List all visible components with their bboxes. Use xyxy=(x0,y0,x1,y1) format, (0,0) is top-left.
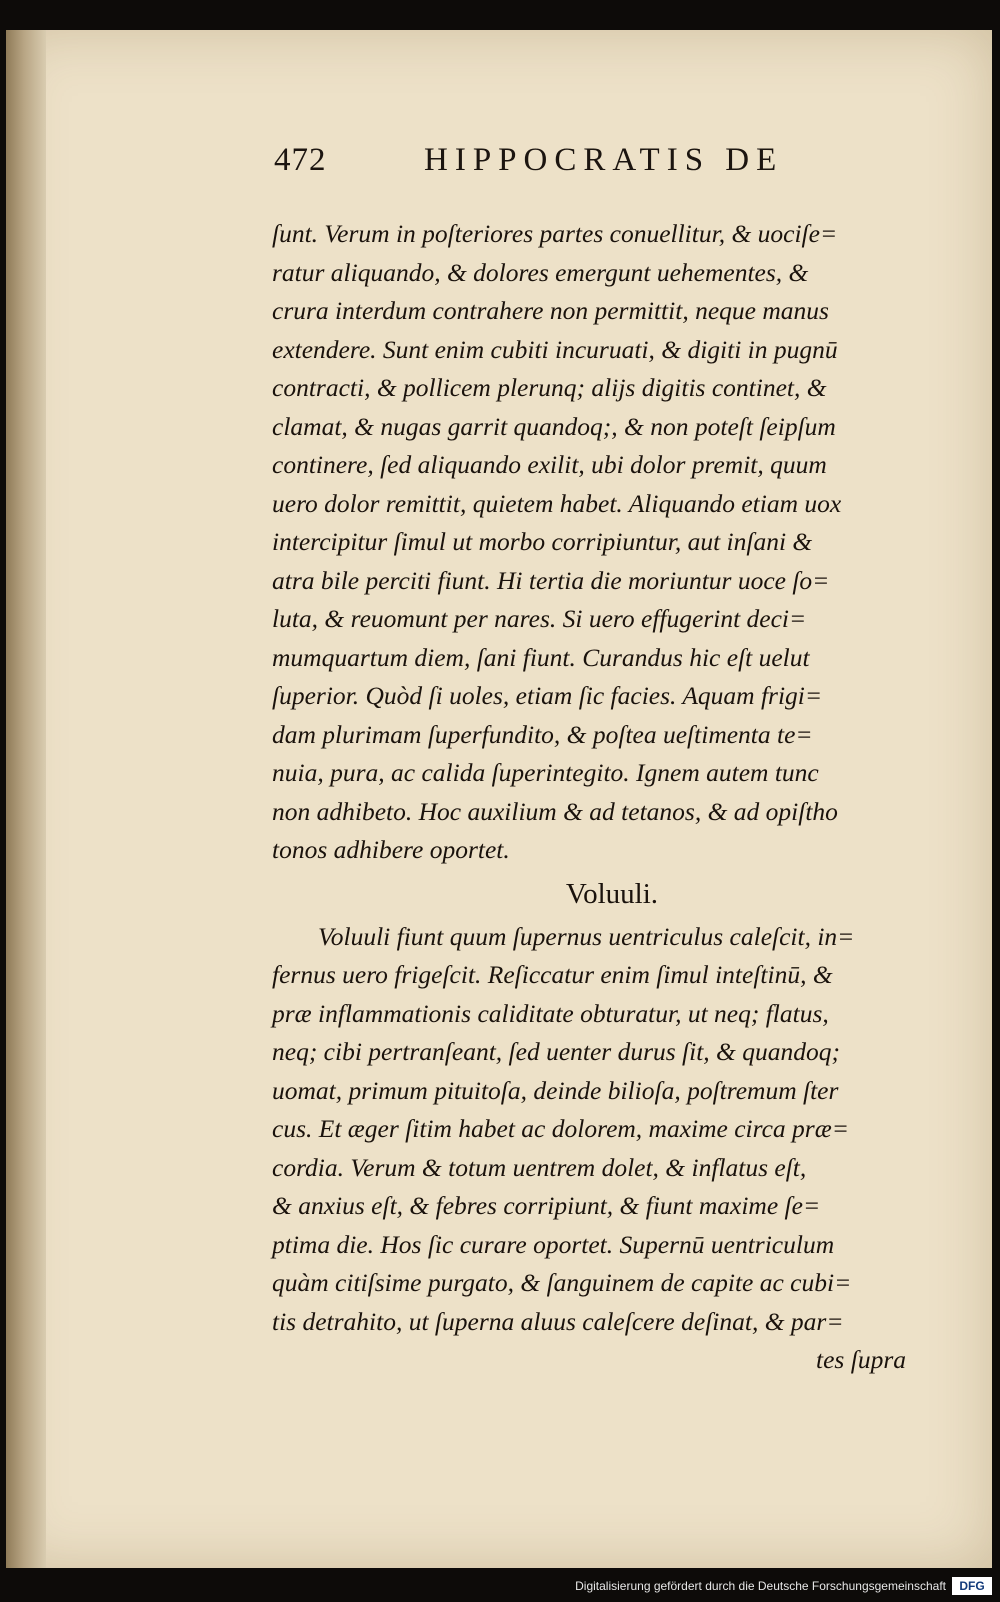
section-heading: Voluuli. xyxy=(565,877,659,910)
running-head-title: HIPPOCRATIS DE xyxy=(424,142,784,178)
text-line: crura interdum contrahere non permittit, neque manus xyxy=(272,296,829,325)
text-block xyxy=(272,215,922,1380)
text-line: Voluuli fiunt quum ſupernus uentriculus caleſcit, in= xyxy=(318,921,855,951)
text-line: luta, & reuomunt per nares. Si uero effugerint deci= xyxy=(272,604,807,633)
text-line: mumquartum diem, ſani fiunt. Curandus hic eſt uelut xyxy=(272,642,810,672)
text-line: contracti, & pollicem plerunq; alijs digitis continet, & xyxy=(272,373,827,402)
text-line: ptima die. Hos ſic curare oportet. Supernū uentriculum xyxy=(272,1229,835,1259)
dfg-logo-icon: DFG xyxy=(952,1577,992,1595)
text-line: atra bile perciti fiunt. Hi tertia die moriuntur uoce ſo= xyxy=(272,565,830,595)
footer-bar xyxy=(0,1570,1000,1602)
text-line: tis detrahito, ut ſuperna aluus caleſcere deſinat, & par= xyxy=(272,1306,844,1336)
book-page xyxy=(6,30,992,1568)
funding-credit: Digitalisierung gefördert durch die Deutsche Forschungsgemeinschaft xyxy=(575,1579,946,1593)
text-line: quàm citiſsime purgato, & ſanguinem de capite ac cubi= xyxy=(272,1268,852,1297)
text-line: ratur aliquando, & dolores emergunt uehementes, & xyxy=(272,257,809,287)
text-line: nuia, pura, ac calida ſuperintegito. Ignem autem tunc xyxy=(272,758,819,787)
text-line: tonos adhibere oportet. xyxy=(272,835,510,864)
running-head xyxy=(274,142,814,192)
text-line: fernus uero frigeſcit. Reſiccatur enim ſimul inteſtinū, & xyxy=(272,960,833,989)
text-line: cordia. Verum & totum uentrem dolet, & inflatus eſt, xyxy=(272,1152,807,1182)
text-line: clamat, & nugas garrit quandoq;, & non poteſt ſeipſum xyxy=(272,411,836,441)
text-line: uero dolor remittit, quietem habet. Aliquando etiam uox xyxy=(272,488,842,518)
text-line: ſuperior. Quòd ſi uoles, etiam ſic facies. Aquam frigi= xyxy=(272,681,823,710)
text-line: cus. Et æger ſitim habet ac dolorem, maxime circa præ= xyxy=(272,1114,849,1143)
catchword: tes ſupra xyxy=(816,1345,906,1374)
text-line: continere, ſed aliquando exilit, ubi dolor premit, quum xyxy=(272,450,827,479)
page-gutter-edge xyxy=(6,30,46,1568)
text-line: ſunt. Verum in poſteriores partes conuellitur, & uociſe= xyxy=(272,219,838,248)
text-line: uomat, primum pituitoſa, deinde bilioſa, poſtremum ſter xyxy=(272,1075,839,1105)
text-line: dam plurimam ſuperfundito, & poſtea ueſtimenta te= xyxy=(272,719,813,749)
text-line: præ inflammationis caliditate obturatur, ut neq; flatus, xyxy=(272,998,829,1028)
text-line: non adhibeto. Hoc auxilium & ad tetanos, & ad opiſtho xyxy=(272,796,838,826)
text-line: neq; cibi pertranſeant, ſed uenter durus ſit, & quandoq; xyxy=(272,1037,841,1066)
text-line: intercipitur ſimul ut morbo corripiuntur, aut inſani & xyxy=(272,527,813,556)
text-line: & anxius eſt, & febres corripiunt, & fiunt maxime ſe= xyxy=(272,1191,821,1220)
page-number: 472 xyxy=(274,142,327,178)
text-line: extendere. Sunt enim cubiti incuruati, & digiti in pugnū xyxy=(272,334,838,364)
